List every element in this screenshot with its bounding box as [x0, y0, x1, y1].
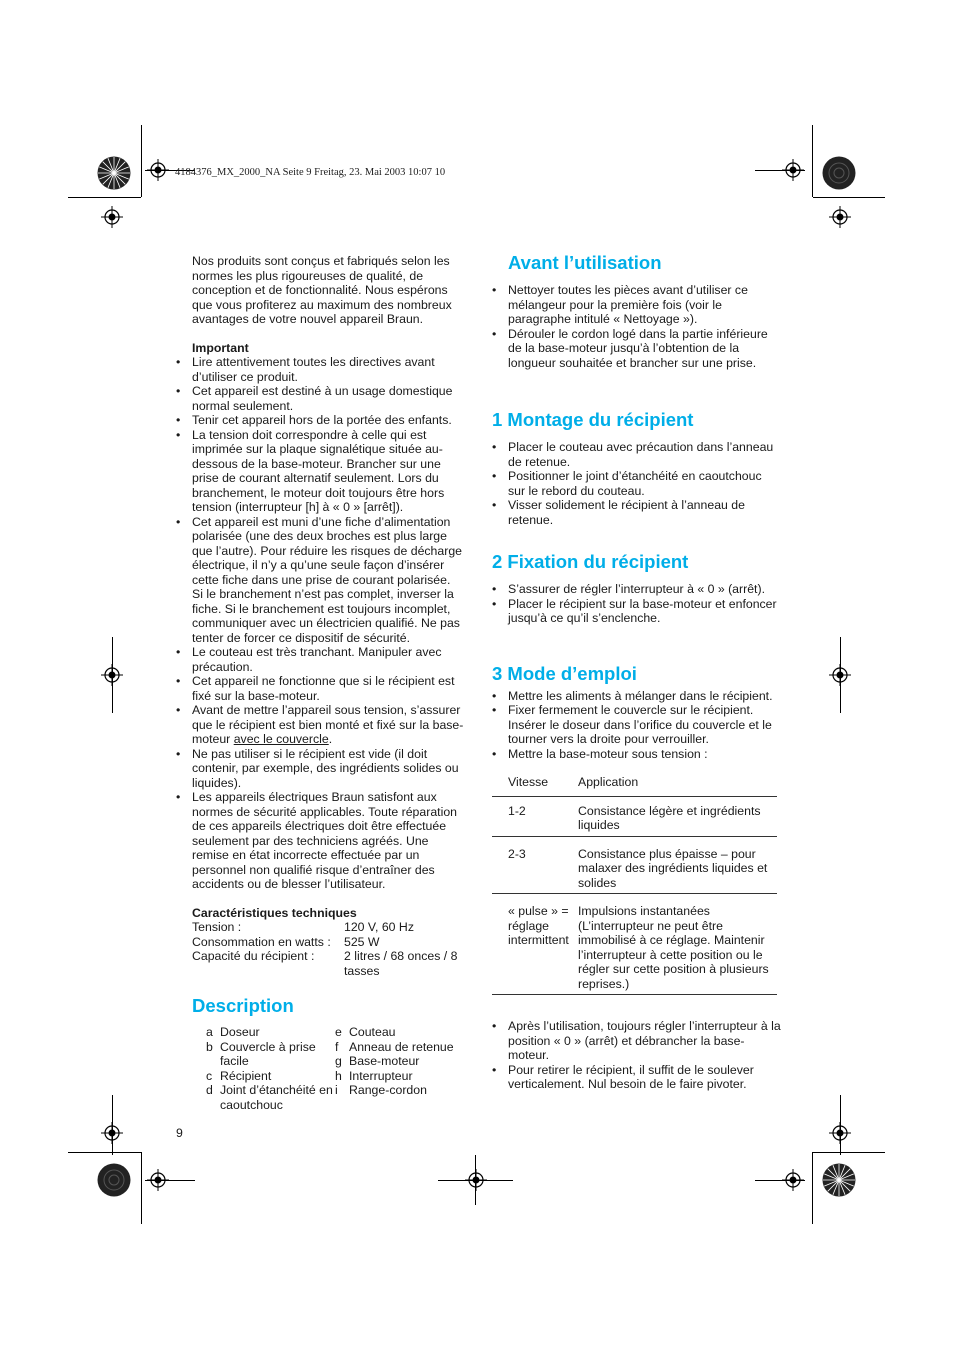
starburst-mark-icon — [822, 156, 856, 190]
table-cell-speed: 2-3 — [492, 836, 578, 894]
list-item: • Après l’utilisation, toujours régler l’interrupteur à la position « 0 » (arrêt) et débrancher la base-moteur. — [492, 1019, 782, 1063]
part-letter: e — [335, 1025, 342, 1039]
part-letter: i — [335, 1083, 338, 1097]
registration-mark-icon — [829, 664, 851, 686]
fixation-heading: 2 Fixation du récipient — [492, 551, 689, 572]
part-letter: a — [206, 1025, 213, 1039]
parts-column — [206, 1025, 335, 1112]
important-heading: Important — [192, 340, 249, 355]
crop-line — [68, 197, 141, 198]
starburst-mark-icon — [822, 1163, 856, 1197]
table-header-row — [492, 775, 777, 796]
spec-value: 2 litres / 68 onces / 8 tasses — [344, 949, 458, 978]
list-item-text: . — [328, 732, 333, 746]
crop-line — [812, 1152, 813, 1224]
registration-mark-icon — [829, 1122, 851, 1144]
list-item: • Pour retirer le récipient, il suffit de le soulever verticalement. Nul besoin de le faire pivoter. — [492, 1063, 782, 1092]
part-name: Couvercle à prise facile — [220, 1039, 316, 1068]
starburst-mark-icon — [97, 1163, 131, 1197]
table-row — [492, 836, 777, 894]
crop-line — [68, 1152, 141, 1153]
part-item — [335, 1040, 463, 1055]
table-row — [492, 894, 777, 995]
list-item: • Ne pas utiliser si le récipient est vide (il doit contenir, par exemple, des ingrédients solides ou liquides). — [176, 747, 464, 791]
spec-value: 525 W — [344, 934, 380, 949]
parts-column — [335, 1025, 463, 1112]
part-letter: g — [335, 1054, 342, 1068]
registration-mark-icon — [101, 1122, 123, 1144]
table-cell-speed: 1-2 — [492, 796, 578, 836]
registration-mark-icon — [829, 206, 851, 228]
part-item — [206, 1025, 335, 1040]
part-name: Anneau de retenue — [349, 1039, 454, 1054]
spec-value: 120 V, 60 Hz — [344, 920, 414, 934]
speed-table — [492, 775, 777, 995]
part-name: Base-moteur — [349, 1054, 420, 1068]
crop-line — [813, 1152, 885, 1153]
list-item: • Mettre la base-moteur sous tension : — [492, 747, 782, 762]
table-row — [492, 796, 777, 836]
mode-heading: 3 Mode d’emploi — [492, 662, 637, 684]
crop-line — [812, 125, 813, 197]
spec-label: Tension : — [192, 920, 242, 934]
after-use-list — [492, 1019, 782, 1092]
part-name: Range-cordon — [349, 1083, 427, 1097]
crop-line — [141, 125, 142, 197]
table-cell-application: Consistance plus épaisse – pour malaxer des ingrédients liquides et solides — [578, 836, 777, 894]
list-item: • Mettre les aliments à mélanger dans le récipient. — [492, 689, 782, 704]
part-letter: h — [335, 1068, 342, 1083]
right-column — [492, 252, 782, 1092]
table-header-cell: Vitesse — [492, 775, 578, 796]
crop-line — [145, 1180, 195, 1181]
table-header-cell: Application — [578, 775, 777, 796]
table-cell-application: Impulsions instantanées (L’interrupteur ne peut être immobilisé à ce réglage. Maintenir l’interrupteur à cette position ou le régler sur cette position à plusieurs reprises.) — [578, 894, 777, 995]
part-name: Récipient — [220, 1068, 272, 1083]
spec-row — [192, 920, 464, 935]
page-number: 9 — [176, 1126, 183, 1140]
part-name: Doseur — [220, 1025, 260, 1039]
montage-heading: 1 Montage du récipient — [492, 409, 694, 430]
important-list — [176, 355, 464, 892]
list-item: • Lire attentivement toutes les directives avant d’utiliser ce produit. — [176, 355, 464, 384]
description-heading: Description — [192, 995, 294, 1016]
part-letter: f — [335, 1039, 339, 1054]
spec-row — [192, 935, 464, 950]
part-letter: b — [206, 1039, 213, 1054]
intro-paragraph: Nos produits sont conçus et fabriqués selon les normes les plus rigoureuses de qualité, de conception et de fonctionnalité. Nous espérons que vous profiterez au maximum des nombreux avantages de votre nouvel appareil Braun. — [192, 254, 452, 326]
list-item: • Cet appareil ne fonctionne que si le récipient est fixé sur la base-moteur. — [176, 674, 464, 703]
part-name: Joint d’étanchéité en caoutchouc — [220, 1083, 333, 1112]
montage-list — [492, 440, 782, 527]
registration-mark-icon — [101, 206, 123, 228]
specs-heading: Caractéristiques techniques — [192, 905, 357, 920]
list-item: • S’assurer de régler l’interrupteur à « 0 » (arrêt). — [492, 582, 782, 597]
crop-line — [755, 170, 805, 171]
list-item: • Fixer fermement le couvercle sur le récipient. Insérer le doseur dans l’orifice du couvercle et le tourner vers la droite pour verrouiller. — [492, 703, 782, 747]
table-cell-application: Consistance légère et ingrédients liquides — [578, 796, 777, 836]
part-item — [335, 1083, 463, 1098]
underlined-text: avec le couvercle — [233, 732, 329, 746]
spec-label: Capacité du récipient : — [192, 949, 315, 963]
list-item — [176, 703, 464, 747]
list-item: • Tenir cet appareil hors de la portée des enfants. — [176, 413, 464, 428]
part-item — [206, 1040, 335, 1069]
list-item: • Positionner le joint d’étanchéité en caoutchouc sur le rebord du couteau. — [492, 469, 782, 498]
list-item: • Cet appareil est muni d’une fiche d’alimentation polarisée (une des deux broches est plus large que l’autre). Pour réduire les risques de décharge électrique, il n’y a qu’une seule façon d’insérer cette fiche dans une prise de courant polarisée. Si le branchement n’est pas complet, inverser la fiche. Si le branchement est toujours incomplet, communiquer avec un électricien qualifié. Ne pas tenter de forcer ce dispositif de sécurité. — [176, 515, 464, 646]
part-item — [335, 1069, 463, 1084]
list-item: • Placer le récipient sur la base-moteur et enfoncer jusqu’à ce qu’il s’enclenche. — [492, 597, 782, 626]
list-item: • Visser solidement le récipient à l’anneau de retenue. — [492, 498, 782, 527]
part-item — [206, 1069, 335, 1084]
parts-list — [192, 1025, 464, 1112]
list-item: • Le couteau est très tranchant. Manipuler avec précaution. — [176, 645, 464, 674]
mode-list — [492, 689, 782, 762]
crop-line — [813, 197, 885, 198]
part-letter: d — [206, 1083, 213, 1097]
avant-list — [492, 283, 782, 370]
print-slug: 4184376_MX_2000_NA Seite 9 Freitag, 23. Mai 2003 10:07 10 — [175, 167, 446, 178]
avant-heading: Avant l’utilisation — [508, 252, 662, 273]
registration-mark-icon — [101, 664, 123, 686]
part-item — [335, 1054, 463, 1069]
list-item: • Placer le couteau avec précaution dans l’anneau de retenue. — [492, 440, 782, 469]
list-item-text: Avant de mettre l’appareil sous tension, s’assurer que le récipient est bien monté et fixé sur la base-moteur — [192, 703, 464, 746]
specs-table — [192, 920, 464, 978]
crop-line — [141, 1152, 142, 1224]
part-item — [335, 1025, 463, 1040]
list-item: • Nettoyer toutes les pièces avant d’utiliser ce mélangeur pour la première fois (voir le paragraphe intitulé « Nettoyage »). — [492, 283, 782, 327]
spec-row — [192, 949, 464, 978]
part-name: Couteau — [349, 1025, 396, 1039]
crop-line — [438, 1180, 513, 1181]
crop-line — [755, 1180, 805, 1181]
part-letter: c — [206, 1068, 213, 1083]
table-cell-speed: « pulse » = réglage intermittent — [492, 894, 578, 995]
list-item: • La tension doit correspondre à celle qui est imprimée sur la plaque signalétique située au-dessous de la base-moteur. Brancher sur une prise de courant alternatif seulement. Lors du branchement, le moteur doit toujours être hors tension (interrupteur [h] à « 0 » [arrêt]). — [176, 428, 464, 515]
fixation-list — [492, 582, 782, 626]
left-column — [192, 254, 464, 1112]
list-item: • Cet appareil est destiné à un usage domestique normal seulement. — [176, 384, 464, 413]
part-name: Interrupteur — [349, 1068, 413, 1083]
starburst-mark-icon — [97, 156, 131, 190]
list-item: • Les appareils électriques Braun satisfont aux normes de sécurité applicables. Toute réparation de ces appareils électriques doit être effectuée seulement par des techniciens agréés. Une remise en état incorrecte effectuée par un personnel non qualifié risque d’entraîner des accidents ou de blesser l’utilisateur. — [176, 790, 464, 892]
spec-label: Consommation en watts : — [192, 934, 331, 949]
list-item: • Dérouler le cordon logé dans la partie inférieure de la base-moteur jusqu’à l’obtention de la longueur souhaitée et brancher sur une prise. — [492, 327, 782, 371]
part-item — [206, 1083, 335, 1112]
